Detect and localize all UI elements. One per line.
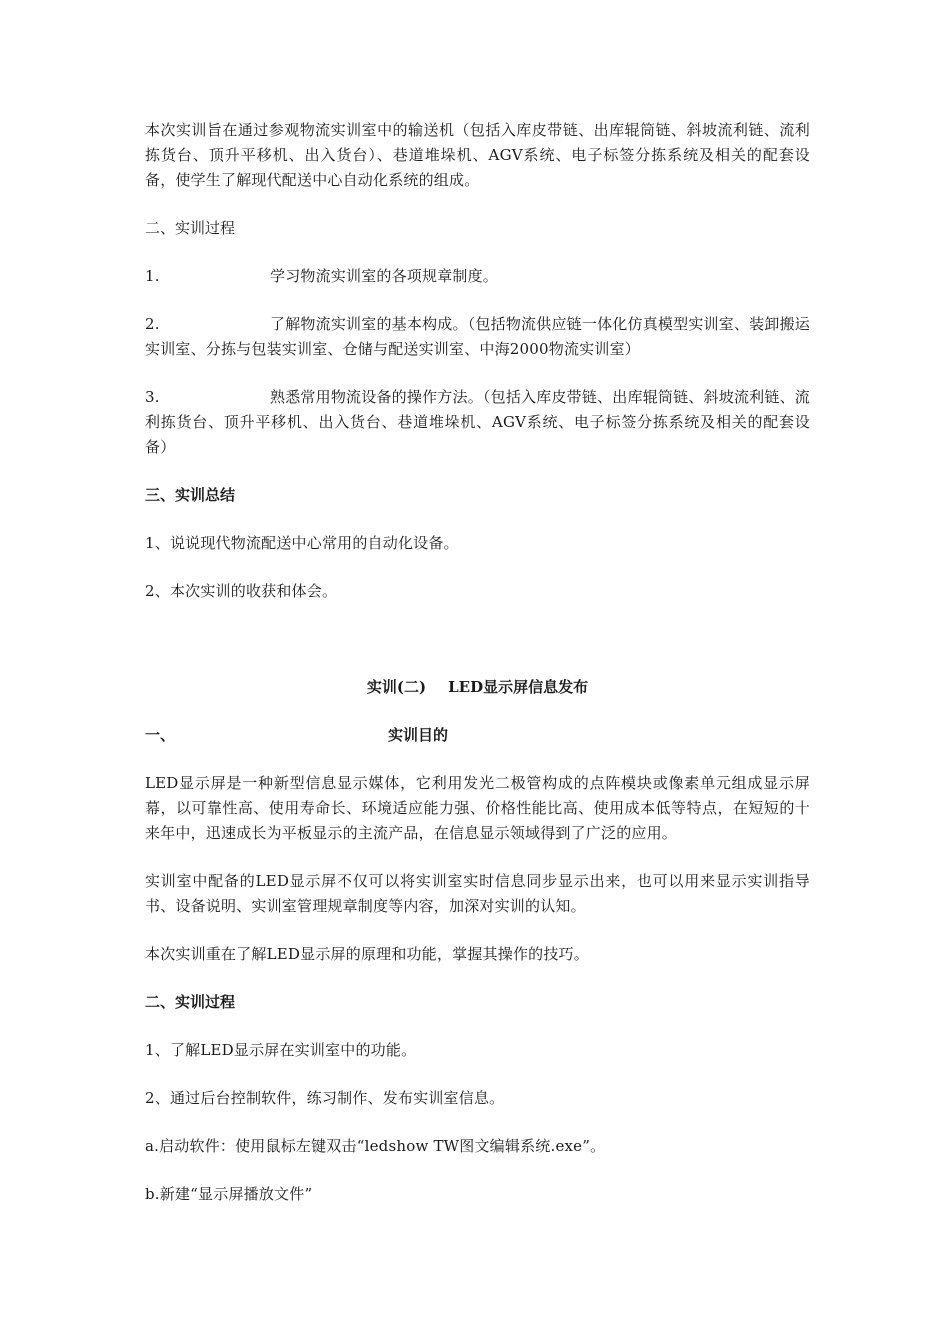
summary-item-1: 1、说说现代物流配送中心常用的自动化设备。 (145, 534, 459, 552)
section-index: 一、 (145, 726, 176, 744)
step-number: 3. (145, 388, 160, 406)
step-text: 学习物流实训室的各项规章制度。 (270, 267, 499, 285)
t2-paragraph-3: 本次实训重在了解LED显示屏的原理和功能，掌握其操作的技巧。 (145, 945, 589, 963)
section-title: 实训目的 (388, 726, 449, 744)
spacer (145, 627, 810, 675)
t2-item-1: 1、了解LED显示屏在实训室中的功能。 (145, 1041, 417, 1059)
training2-title (145, 675, 810, 700)
step-item-1 (145, 264, 810, 289)
step-number: 1. (145, 267, 160, 285)
step-text: 了解物流实训室的基本构成。（包括物流供应链一体化仿真模型实训室、装卸搬运实训室、分拣与包装实训室、仓储与配送实训室、中海2000物流实训室） (145, 315, 810, 358)
step-item-3 (145, 385, 810, 460)
training2-title-topic: LED显示屏信息发布 (448, 678, 589, 696)
t2-section-heading-purpose (145, 723, 810, 748)
step-text: 熟悉常用物流设备的操作方法。（包括入库皮带链、出库辊筒链、斜坡流利链、流利拣货台、顶升平移机、出入货台、巷道堆垛机、AGV系统、电子标签分拣系统及相关的配套设备） (145, 388, 810, 456)
t2-paragraph-2: 实训室中配备的LED显示屏不仅可以将实训室实时信息同步显示出来，也可以用来显示实训指导书、设备说明、实训室管理规章制度等内容，加深对实训的认知。 (145, 872, 810, 915)
training2-title-label: 实训(二) (366, 678, 427, 696)
t2-item-b: b.新建“显示屏播放文件” (145, 1185, 313, 1203)
step-number: 2. (145, 315, 160, 333)
t2-paragraph-1: LED显示屏是一种新型信息显示媒体，它利用发光二极管构成的点阵模块或像素单元组成显示屏幕，以可靠性高、使用寿命长、环境适应能力强、价格性能比高、使用成本低等特点，在短短的十来年中，迅速成长为平板显示的主流产品，在信息显示领域得到了广泛的应用。 (145, 774, 810, 842)
t2-item-2: 2、通过后台控制软件，练习制作、发布实训室信息。 (145, 1089, 505, 1107)
intro-paragraph: 本次实训旨在通过参观物流实训室中的输送机（包括入库皮带链、出库辊筒链、斜坡流利链、流利拣货台、顶升平移机、出入货台）、巷道堆垛机、AGV系统、电子标签分拣系统及相关的配套设备，使学生了解现代配送中心自动化系统的组成。 (145, 121, 810, 189)
t2-section-heading-process: 二、实训过程 (145, 993, 236, 1011)
section-heading-process: 二、实训过程 (145, 219, 236, 237)
step-item-2 (145, 312, 810, 362)
summary-item-2: 2、本次实训的收获和体会。 (145, 582, 338, 600)
t2-item-a: a.启动软件：使用鼠标左键双击“ledshow TW图文编辑系统.exe”。 (145, 1137, 606, 1155)
document-body (145, 118, 810, 1230)
section-heading-summary: 三、实训总结 (145, 486, 236, 504)
